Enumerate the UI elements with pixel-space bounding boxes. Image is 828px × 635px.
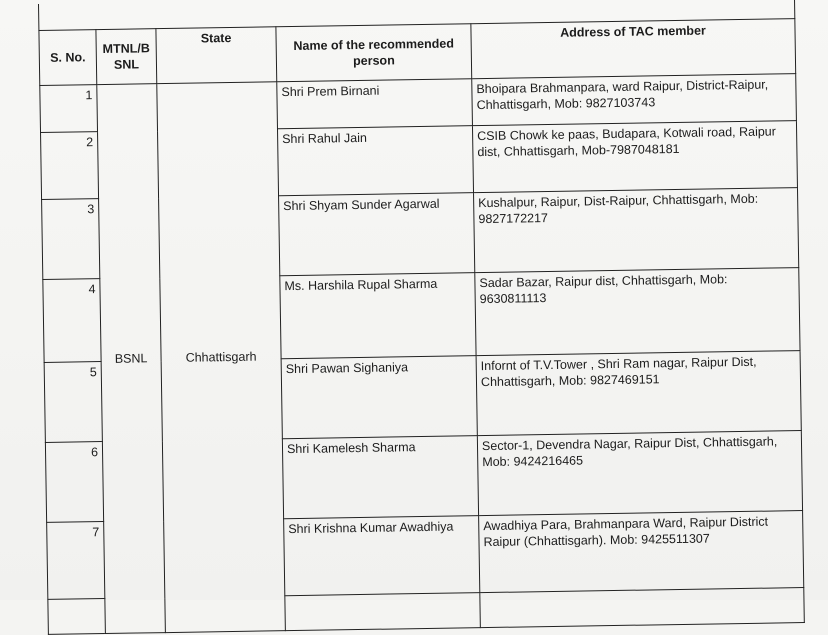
row-sno: 2 (41, 132, 99, 200)
row-sno: 7 (47, 522, 105, 600)
header-mtnl-bsnl: MTNL/B SNL (96, 29, 157, 85)
row-sno: 3 (42, 199, 100, 280)
row-sno: 6 (45, 442, 103, 523)
tac-members-table (38, 0, 805, 635)
header-sno: S. No. (39, 30, 97, 86)
row-address: Awadhiya Para, Brahmanpara Ward, Raipur District Raipur (Chhattisgarh). Mob: 9425511307 (479, 511, 804, 593)
row-address: Sector-1, Devendra Nagar, Raipur Dist, Chhattisgarh, Mob: 9424216465 (477, 431, 802, 516)
row-sno: 4 (43, 279, 101, 363)
row-name: Ms. Harshila Rupal Sharma (280, 273, 476, 359)
row-name: Shri Krishna Kumar Awadhiya (284, 516, 480, 596)
operator-cell: BSNL (97, 84, 166, 634)
state-cell: Chhattisgarh (157, 82, 286, 633)
row-address: Sadar Bazar, Raipur dist, Chhattisgarh, Mob: 9630811113 (475, 268, 800, 356)
row-name: Shri Kamelesh Sharma (282, 436, 478, 519)
row-address: Infornt of T.V.Tower , Shri Ram nagar, Raipur Dist, Chhattisgarh, Mob: 9827469151 (476, 351, 801, 436)
row-name: Shri Prem Birnani (277, 79, 473, 129)
row-address: CSIB Chowk ke paas, Budapara, Kotwali road, Raipur dist, Chhattisgarh, Mob-7987048181 (472, 121, 797, 193)
header-name: Name of the recommended person (276, 24, 472, 82)
header-state: State (156, 27, 277, 84)
row-sno: 1 (40, 85, 98, 133)
row-sno: 5 (44, 362, 102, 443)
header-address: Address of TAC member (471, 19, 796, 79)
row-name: Shri Pawan Sighaniya (281, 356, 477, 439)
row-name: Shri Rahul Jain (277, 126, 473, 196)
row-address: Bhoipara Brahmanpara, ward Raipur, District-Raipur, Chhattisgarh, Mob: 9827103743 (472, 74, 797, 126)
row-name: Shri Shyam Sunder Agarwal (279, 193, 475, 276)
row-address: Kushalpur, Raipur, Dist-Raipur, Chhattisgarh, Mob: 9827172217 (474, 188, 799, 273)
